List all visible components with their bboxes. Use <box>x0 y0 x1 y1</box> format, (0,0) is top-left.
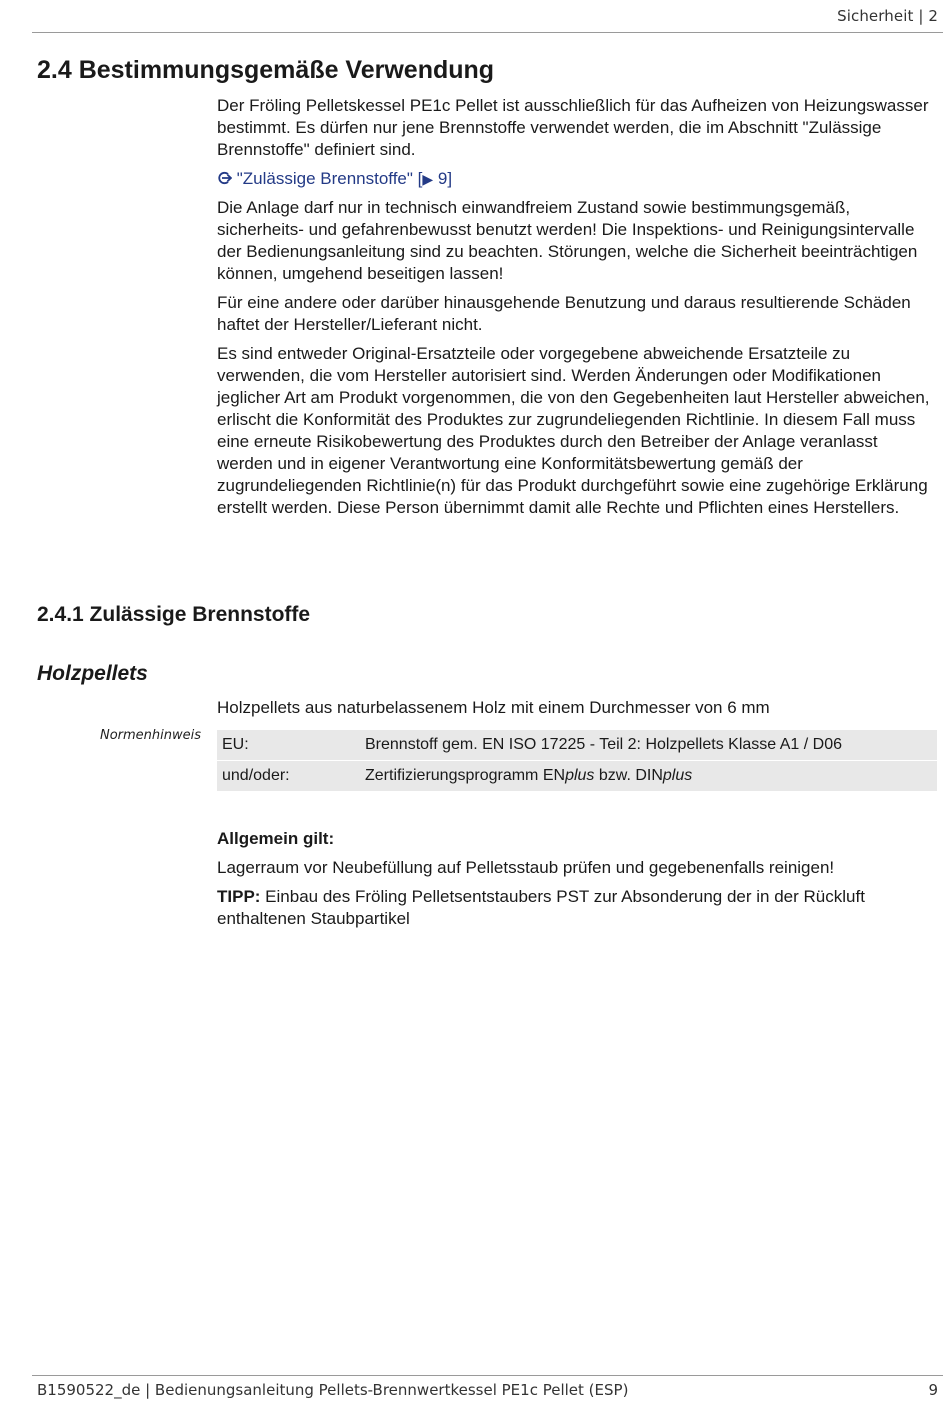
circle-arrow-icon <box>217 169 237 188</box>
footer-page-number: 9 <box>928 1381 938 1399</box>
standard-text: Brennstoff gem. EN ISO 17225 - Teil 2: Holzpellets Klasse A1 / D06 <box>365 736 842 753</box>
paragraph-liability: Für eine andere oder darüber hinausgehende Benutzung und daraus resultierende Schäden haftet der Hersteller/Lieferant nicht. <box>217 293 911 334</box>
tip-label: TIPP: <box>217 887 261 906</box>
tip-text: Einbau des Fröling Pelletsentstaubers PST zur Absonderung der in der Rückluft enthaltenen Staubpartikel <box>217 887 865 928</box>
cross-reference-text: "Zulässige Brennstoffe" [ <box>236 169 423 188</box>
standards-table <box>217 729 937 792</box>
section-2-4-body <box>217 95 932 526</box>
tip-paragraph <box>217 886 932 930</box>
table-cell-value <box>360 761 937 791</box>
footer-divider <box>32 1375 943 1376</box>
table-row <box>217 761 937 791</box>
page-arrow-icon: ▶ <box>422 171 434 187</box>
running-header: Sicherheit | 2 <box>837 7 938 25</box>
subheading-holzpellets: Holzpellets <box>37 662 148 685</box>
side-note-label: Normenhinweis <box>99 728 201 743</box>
general-text: Lagerraum vor Neubefüllung auf Pelletsstaub prüfen und gegebenenfalls reinigen! <box>217 858 835 877</box>
cert-text: Zertifizierungsprogramm EN <box>365 767 566 784</box>
cross-reference-page: 9] <box>433 169 453 188</box>
footer-document-title: B1590522_de | Bedienungsanleitung Pellets-Brennwertkessel PE1c Pellet (ESP) <box>37 1381 629 1399</box>
table-cell-label: und/oder: <box>217 761 360 791</box>
paragraph-operation-conditions: Die Anlage darf nur in technisch einwandfreiem Zustand sowie bestimmungsgemäß, sicherheits- und gefahrenbewusst benutzt werden! Die Inspektions- und Reinigungsintervalle der Bedienungsanleitung sind zu beachten. Störungen, welche die Sicherheit beeinträchtigen können, umgehend beseitigen lassen! <box>217 198 918 283</box>
cert-text-italic: plus <box>662 767 693 784</box>
section-heading-2-4: 2.4 Bestimmungsgemäße Verwendung <box>37 56 495 84</box>
paragraph-intended-use: Der Fröling Pelletskessel PE1c Pellet ist ausschließlich für das Aufheizen von Heizungswasser bestimmt. Es dürfen nur jene Brennstoffe verwendet werden, die im Abschnitt "Zulässige Brennstoffe" definiert sind. <box>217 96 929 159</box>
cert-text: bzw. DIN <box>594 767 663 784</box>
cert-text-italic: plus <box>565 767 595 784</box>
section-heading-2-4-1: 2.4.1 Zulässige Brennstoffe <box>37 603 311 626</box>
pellets-intro: Holzpellets aus naturbelassenem Holz mit einem Durchmesser von 6 mm <box>217 698 770 717</box>
table-cell-label: EU: <box>217 730 360 760</box>
general-notes <box>217 828 932 937</box>
header-divider <box>32 32 943 33</box>
paragraph-spare-parts: Es sind entweder Original-Ersatzteile oder vorgegebene abweichende Ersatzteile zu verwenden, die vom Hersteller autorisiert sind. Werden Änderungen oder Modifikationen jeglicher Art am Produkt vorgenommen, die von den Gegebenheiten laut Hersteller abweichen, erlischt die Konformität des Produktes zur zugrundeliegenden Richtlinie. In diesem Fall muss eine erneute Risikobewertung des Produktes durch den Betreiber der Anlage veranlasst werden und in eigener Verantwortung eine Konformitätsbewertung gemäß der zugrundeliegenden Richtlinie(n) für das Produkt durchgeführt sowie eine zugehörige Erklärung erstellt werden. Diese Person übernimmt damit alle Rechte und Pflichten eines Herstellers. <box>217 344 930 517</box>
cross-reference-link[interactable] <box>217 168 932 190</box>
table-cell-value <box>360 730 937 760</box>
table-row <box>217 730 937 760</box>
general-heading: Allgemein gilt: <box>217 829 335 848</box>
